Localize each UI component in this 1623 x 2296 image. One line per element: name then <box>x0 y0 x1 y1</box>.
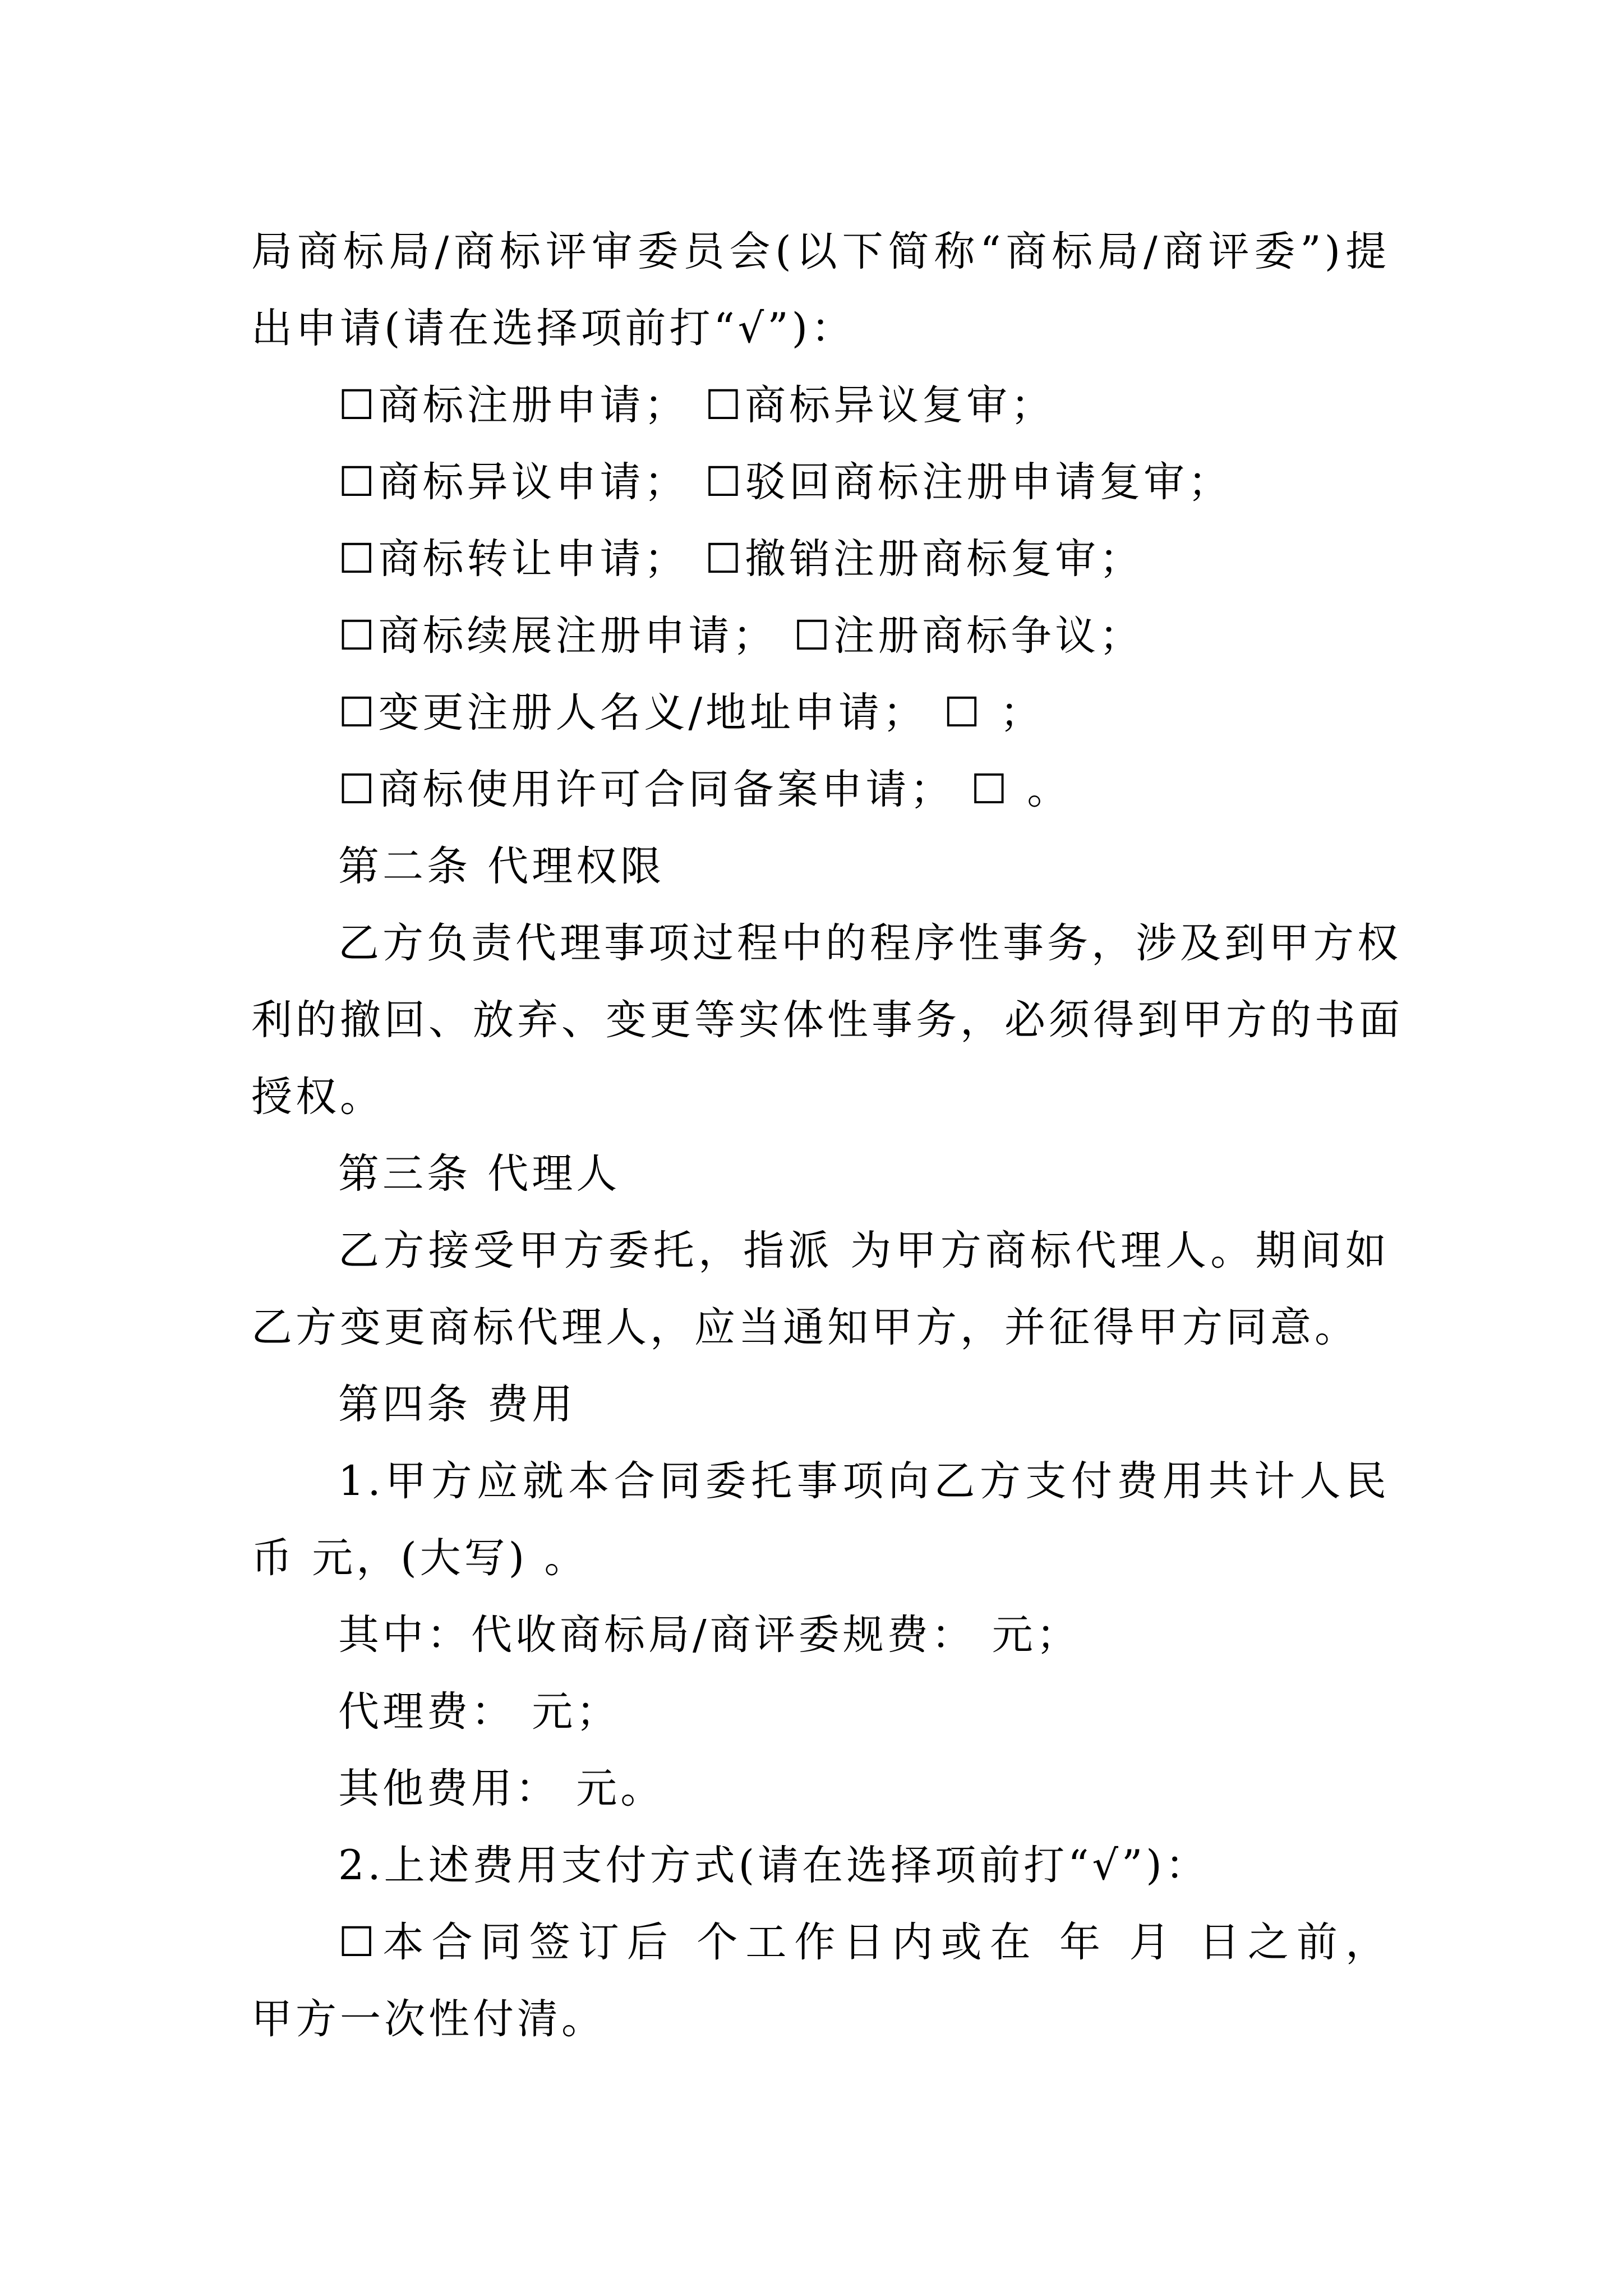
paragraph-line: 局商标局/商标评审委员会(以下简称“商标局/商评委”)提 <box>251 228 1390 275</box>
paragraph-line: 1.甲方应就本合同委托事项向乙方支付费用共计人民 <box>338 1457 1390 1505</box>
paragraph-line: 乙方变更商标代理人，应当通知甲方，并征得甲方同意。 <box>251 1304 1359 1351</box>
checkbox-option-line: ☐变更注册人名义/地址申请； ☐ ； <box>338 689 1044 737</box>
article-heading: 第四条 费用 <box>338 1381 577 1428</box>
article-heading: 第二条 代理权限 <box>338 843 665 890</box>
checkbox-option-line: ☐商标续展注册申请； ☐注册商标争议； <box>338 612 1144 660</box>
checkbox-option-line: ☐商标使用许可合同备案申请； ☐ 。 <box>338 766 1072 813</box>
paragraph-line: 甲方一次性付清。 <box>251 1995 606 2043</box>
checkbox-option-line: ☐商标异议申请； ☐驳回商标注册申请复审； <box>338 458 1233 506</box>
paragraph-line: 2.上述费用支付方式(请在选择项前打“√”)： <box>338 1842 1210 1889</box>
paragraph-line: 利的撤回、放弃、变更等实体性事务，必须得到甲方的书面 <box>251 996 1403 1044</box>
fee-line: 代理费： 元； <box>338 1688 621 1736</box>
paragraph-line: 乙方接受甲方委托，指派 为甲方商标代理人。期间如 <box>338 1227 1390 1274</box>
checkbox-option-line: ☐本合同签订后 个工作日内或在 年 月 日之前， <box>338 1918 1390 1966</box>
fee-line: 其中：代收商标局/商评委规费： 元； <box>338 1611 1081 1659</box>
paragraph-line: 币 元，(大写) 。 <box>251 1534 589 1582</box>
contract-body <box>251 213 1403 2058</box>
paragraph-line: 乙方负责代理事项过程中的程序性事务，涉及到甲方权 <box>338 919 1401 967</box>
article-heading: 第三条 代理人 <box>338 1150 621 1198</box>
checkbox-option-line: ☐商标注册申请； ☐商标异议复审； <box>338 381 1055 429</box>
checkbox-option-line: ☐商标转让申请； ☐撤销注册商标复审； <box>338 535 1144 583</box>
fee-line: 其他费用： 元。 <box>338 1765 665 1812</box>
paragraph-line: 授权。 <box>251 1073 384 1121</box>
paragraph-line: 出申请(请在选择项前打“√”)： <box>251 305 856 352</box>
